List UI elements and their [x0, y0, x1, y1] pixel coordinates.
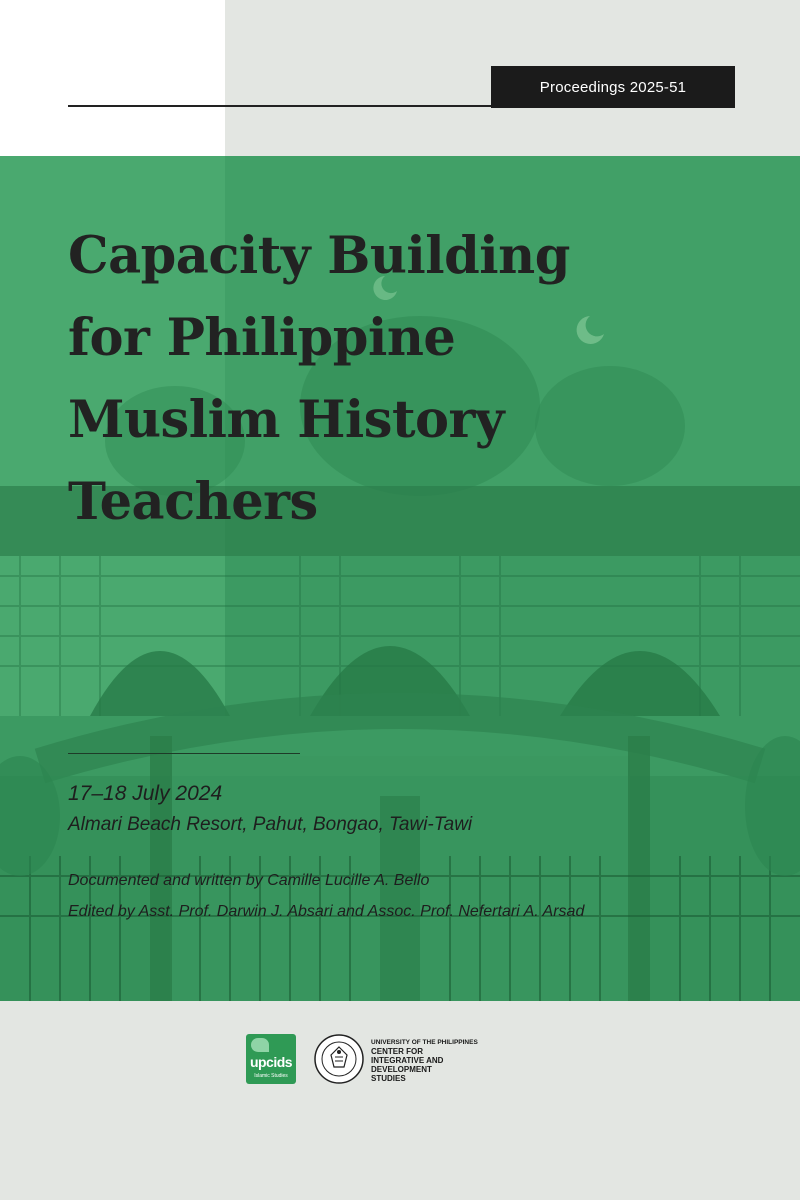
- leaf-icon: [251, 1038, 269, 1052]
- title-line: Muslim History: [68, 390, 505, 450]
- institution-line: INTEGRATIVE AND: [371, 1056, 444, 1065]
- title-line: for Philippine: [68, 308, 456, 368]
- background-grey-corner: [0, 1000, 225, 1200]
- upcids-logo: [246, 1034, 296, 1084]
- author-credit: Documented and written by Camille Lucille A. Bello: [68, 872, 430, 889]
- title-line: Teachers: [68, 472, 318, 532]
- top-rule: [68, 105, 493, 107]
- university-seal-icon: [313, 1033, 365, 1085]
- event-venue: Almari Beach Resort, Pahut, Bongao, Tawi-Tawi: [68, 814, 473, 835]
- institution-name: [371, 1038, 478, 1083]
- title-line: Capacity Building: [68, 226, 570, 286]
- institution-line: UNIVERSITY OF THE PHILIPPINES: [371, 1039, 478, 1046]
- editor-credit: Edited by Asst. Prof. Darwin J. Absari and Assoc. Prof. Nefertari A. Arsad: [68, 903, 585, 920]
- institution-line: CENTER FOR: [371, 1047, 423, 1056]
- series-badge: Proceedings 2025-51: [491, 66, 735, 108]
- upcids-program: Islamic Studies: [254, 1073, 288, 1079]
- upcids-wordmark: upcids: [249, 1054, 293, 1070]
- institution-line: DEVELOPMENT: [371, 1065, 432, 1074]
- institution-line: STUDIES: [371, 1074, 406, 1083]
- event-date: 17–18 July 2024: [68, 782, 223, 805]
- info-divider: [68, 753, 300, 754]
- document-title: [68, 215, 668, 543]
